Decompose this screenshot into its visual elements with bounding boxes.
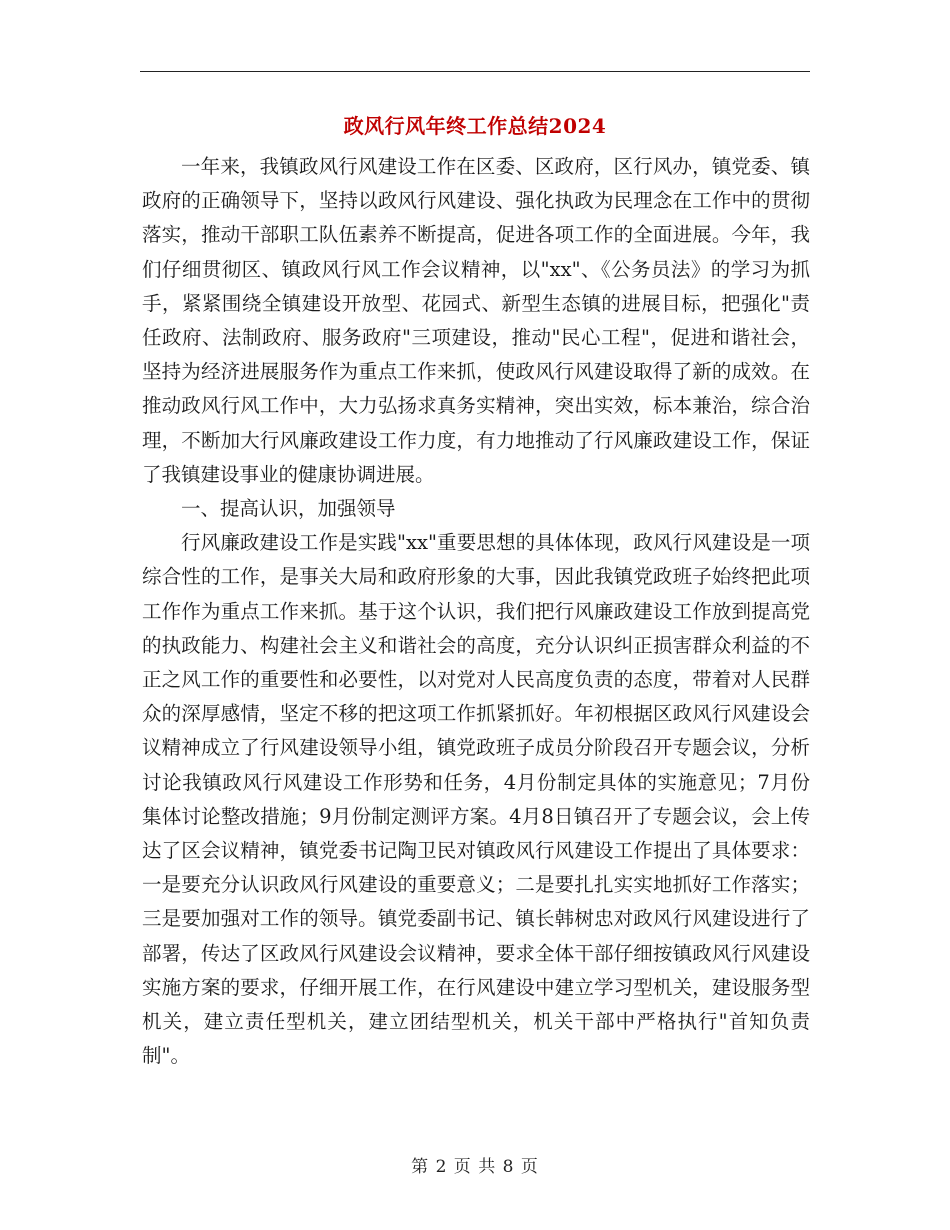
section-heading-1: 一、提高认识，加强领导 [181, 497, 396, 521]
document-title: 政风行风年终工作总结2024 [343, 114, 607, 138]
page-footer: 第 2 页 共 8 页 [411, 1157, 539, 1177]
paragraph-section-1: 行风廉政建设工作是实践"xx"重要思想的具体体现，政风行风建设是一项综合性的工作，是事关大局和政府形象的大事，因此我镇党政班子始终把此项工作作为重点工作来抓。基于这个认识，我们把行风廉政建设工作放到提高党的执政能力、构建社会主义和谐社会的高度，充分认识纠正损害群众利益的不正之风工作的重要性和必要性，以对党对人民高度负责的态度，带着对人民群众的深厚感情，坚定不移的把这项工作抓紧抓好。年初根据区政风行风建设会议精神成立了行风建设领导小组，镇党政班子成员分阶段召开专题会议，分析讨论我镇政风行风建设工作形势和任务，4月份制定具体的实施意见；7月份集体讨论整改措施；9月份制定测评方案。4月8日镇召开了专题会议，会上传达了区会议精神，镇党委书记陶卫民对镇政风行风建设工作提出了具体要求：一是要充分认识政风行风建设的重要意义；二是要扎扎实实地抓好工作落实；三是要加强对工作的领导。镇党委副书记、镇长韩树忠对政风行风建设进行了部署，传达了区政风行风建设会议精神，要求全体干部仔细按镇政风行风建设实施方案的要求，仔细开展工作，在行风建设中建立学习型机关，建设服务型机关，建立责任型机关，建立团结型机关，机关干部中严格执行"首知负责制"。 [142, 531, 810, 1068]
paragraph-intro: 一年来，我镇政风行风建设工作在区委、区政府，区行风办，镇党委、镇政府的正确领导下，坚持以政风行风建设、强化执政为民理念在工作中的贯彻落实，推动干部职工队伍素养不断提高，促进各项工作的全面进展。今年，我们仔细贯彻区、镇政风行风工作会议精神，以"xx"、《公务员法》的学习为抓手，紧紧围绕全镇建设开放型、花园式、新型生态镇的进展目标，把强化"责任政府、法制政府、服务政府"三项建设，推动"民心工程"，促进和谐社会，坚持为经济进展服务作为重点工作来抓，使政风行风建设取得了新的成效。在推动政风行风工作中，大力弘扬求真务实精神，突出实效，标本兼治，综合治理，不断加大行风廉政建设工作力度，有力地推动了行风廉政建设工作，保证了我镇建设事业的健康协调进展。 [142, 155, 810, 486]
document-body [142, 150, 810, 1073]
header-rule [140, 71, 810, 72]
